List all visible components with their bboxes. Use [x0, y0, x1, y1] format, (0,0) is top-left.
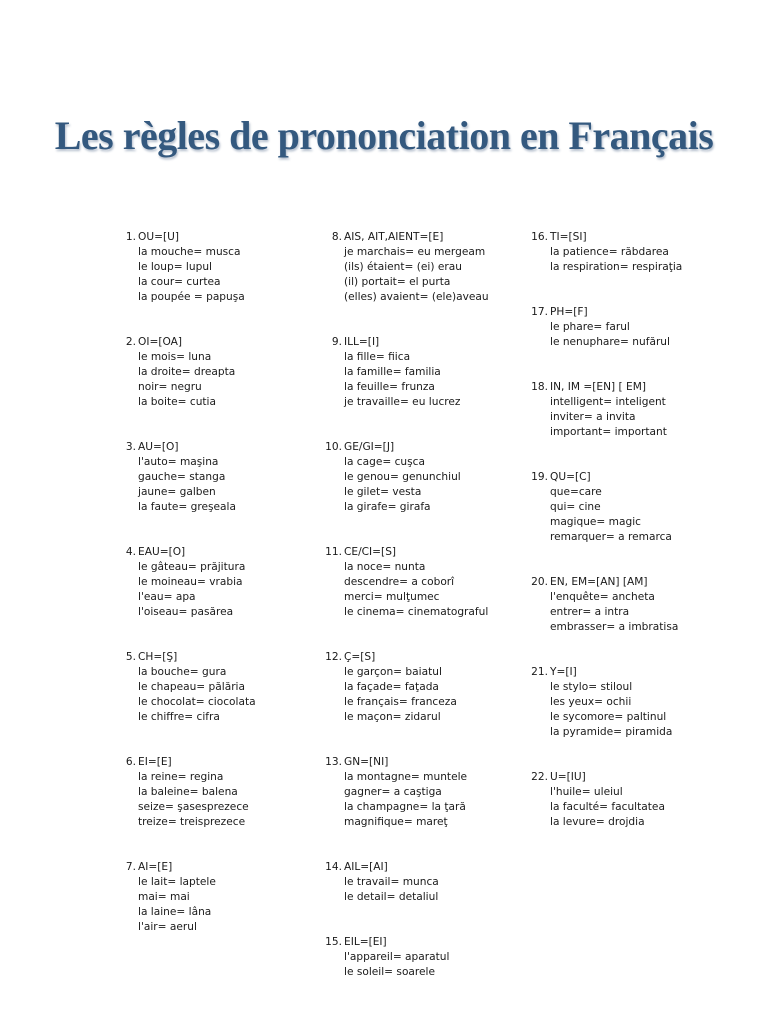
example-line: noir= negru: [138, 381, 202, 393]
rule-number: 11.: [325, 546, 342, 558]
example-line: le gâteau= prăjitura: [138, 561, 246, 573]
example-line: la montagne= muntele: [344, 771, 468, 783]
example-line: la famille= familia: [344, 366, 441, 378]
rule-item: [110, 860, 300, 935]
example-line: remarquer= a remarca: [550, 531, 672, 543]
rule-item: [316, 440, 506, 515]
example-line: la laine= lâna: [138, 906, 212, 918]
example-line: l'enquête= ancheta: [550, 591, 655, 603]
example-line: le nenuphare= nufărul: [550, 336, 670, 348]
rule-pattern: EIL=[EI]: [344, 936, 387, 948]
rule-heading: [110, 545, 300, 560]
rule-item: [522, 380, 712, 440]
rules-column-3: [522, 230, 712, 860]
rules-column-2: [316, 230, 506, 1010]
example-line: la baleine= balena: [138, 786, 238, 798]
rule-pattern: AI=[E]: [138, 861, 173, 873]
rule-heading: [522, 380, 712, 395]
example-line: le sycomore= paltinul: [550, 711, 667, 723]
example-line: le garçon= baiatul: [344, 666, 442, 678]
example-line: l'oiseau= pasărea: [138, 606, 234, 618]
rule-item: [316, 860, 506, 905]
rule-heading: [110, 230, 300, 245]
example-line: jaune= galben: [138, 486, 216, 498]
rule-item: [110, 755, 300, 830]
example-line: le chocolat= ciocolata: [138, 696, 256, 708]
example-line: le stylo= stiloul: [550, 681, 633, 693]
rule-number: 3.: [125, 441, 136, 453]
example-line: la boite= cutia: [138, 396, 216, 408]
example-line: l'auto= maşina: [138, 456, 219, 468]
rule-pattern: CE/CI=[S]: [344, 546, 397, 558]
example-line: la poupée = papuşa: [138, 291, 245, 303]
rule-item: [316, 755, 506, 830]
example-line: le cinema= cinematograful: [344, 606, 489, 618]
rule-item: [522, 575, 712, 635]
rule-item: [522, 770, 712, 830]
example-line: inviter= a invita: [550, 411, 636, 423]
rule-pattern: IN, IM =[EN] [ EM]: [550, 381, 647, 393]
rule-heading: [316, 860, 506, 875]
rule-item: [316, 650, 506, 725]
rule-number: 21.: [531, 666, 548, 678]
example-line: je marchais= eu mergeam: [344, 246, 486, 258]
example-line: magique= magic: [550, 516, 641, 528]
rules-column-1: [110, 230, 300, 965]
rule-number: 8.: [331, 231, 342, 243]
example-line: la girafe= girafa: [344, 501, 431, 513]
example-line: (il) portait= el purta: [344, 276, 451, 288]
rule-pattern: Y=[I]: [550, 666, 577, 678]
rule-pattern: GN=[NI]: [344, 756, 389, 768]
example-line: le genou= genunchiul: [344, 471, 461, 483]
example-line: l'eau= apa: [138, 591, 196, 603]
rule-number: 16.: [531, 231, 548, 243]
rule-number: 17.: [531, 306, 548, 318]
rule-heading: [316, 935, 506, 950]
rule-item: [522, 665, 712, 740]
rule-number: 14.: [325, 861, 342, 873]
example-line: treize= treisprezece: [138, 816, 246, 828]
rule-number: 20.: [531, 576, 548, 588]
rule-pattern: PH=[F]: [550, 306, 588, 318]
example-line: la cage= cuşca: [344, 456, 425, 468]
example-line: la bouche= gura: [138, 666, 227, 678]
rule-item: [110, 650, 300, 725]
example-line: mai= mai: [138, 891, 190, 903]
example-line: gauche= stanga: [138, 471, 226, 483]
example-line: (elles) avaient= (ele)aveau: [344, 291, 489, 303]
example-line: le travail= munca: [344, 876, 439, 888]
example-line: le phare= farul: [550, 321, 630, 333]
rule-pattern: ILL=[I]: [344, 336, 380, 348]
rule-heading: [110, 440, 300, 455]
rule-number: 22.: [531, 771, 548, 783]
example-line: l'air= aerul: [138, 921, 197, 933]
rule-pattern: OU=[U]: [138, 231, 179, 243]
rule-heading: [110, 335, 300, 350]
rule-item: [522, 305, 712, 350]
rule-heading: [110, 650, 300, 665]
example-line: le loup= lupul: [138, 261, 212, 273]
rule-item: [110, 335, 300, 410]
rule-pattern: EI=[E]: [138, 756, 172, 768]
example-line: la levure= drojdia: [550, 816, 645, 828]
rule-item: [110, 545, 300, 620]
rule-heading: [110, 860, 300, 875]
rule-number: 4.: [125, 546, 136, 558]
rule-number: 2.: [125, 336, 136, 348]
example-line: la respiration= respiraţia: [550, 261, 683, 273]
rule-heading: [110, 755, 300, 770]
rule-pattern: AIS, AIT,AIENT=[E]: [344, 231, 444, 243]
rule-pattern: U=[IU]: [550, 771, 586, 783]
rule-heading: [316, 650, 506, 665]
example-line: que=care: [550, 486, 602, 498]
rule-heading: [316, 545, 506, 560]
example-line: entrer= a intra: [550, 606, 630, 618]
rule-number: 13.: [325, 756, 342, 768]
rule-heading: [522, 575, 712, 590]
example-line: le lait= laptele: [138, 876, 216, 888]
example-line: la droite= dreapta: [138, 366, 236, 378]
rule-number: 10.: [325, 441, 342, 453]
rule-number: 9.: [331, 336, 342, 348]
rule-number: 15.: [325, 936, 342, 948]
example-line: la champagne= la ţară: [344, 801, 466, 813]
example-line: magnifique= mareţ: [344, 816, 448, 828]
page-title: Les règles de prononciation en Français: [54, 113, 714, 158]
rule-number: 5.: [125, 651, 136, 663]
rule-heading: [316, 440, 506, 455]
rule-heading: [522, 770, 712, 785]
rule-item: [522, 470, 712, 545]
example-line: le moineau= vrabia: [138, 576, 243, 588]
rule-item: [110, 440, 300, 515]
example-line: le chiffre= cifra: [138, 711, 220, 723]
rule-heading: [522, 470, 712, 485]
example-line: le mois= luna: [138, 351, 212, 363]
rule-number: 19.: [531, 471, 548, 483]
example-line: qui= cine: [550, 501, 601, 513]
example-line: (ils) étaient= (ei) erau: [344, 261, 462, 273]
example-line: la patience= răbdarea: [550, 246, 669, 258]
rule-pattern: AIL=[AI]: [344, 861, 388, 873]
rule-pattern: AU=[O]: [138, 441, 179, 453]
rule-number: 7.: [125, 861, 136, 873]
rule-pattern: EN, EM=[AN] [AM]: [550, 576, 648, 588]
rule-item: [316, 335, 506, 410]
rule-number: 12.: [325, 651, 342, 663]
rule-item: [110, 230, 300, 305]
rule-pattern: Ç=[S]: [344, 651, 376, 663]
example-line: l'appareil= aparatul: [344, 951, 450, 963]
rule-heading: [522, 230, 712, 245]
rule-pattern: OI=[OA]: [138, 336, 183, 348]
rule-heading: [522, 665, 712, 680]
example-line: le français= franceza: [344, 696, 457, 708]
rule-item: [522, 230, 712, 275]
example-line: la façade= faţada: [344, 681, 439, 693]
example-line: important= important: [550, 426, 667, 438]
example-line: la feuille= frunza: [344, 381, 435, 393]
rule-number: 18.: [531, 381, 548, 393]
example-line: le gilet= vesta: [344, 486, 422, 498]
rule-item: [316, 545, 506, 620]
example-line: la noce= nunta: [344, 561, 426, 573]
example-line: merci= mulţumec: [344, 591, 440, 603]
example-line: la fille= fiica: [344, 351, 411, 363]
example-line: la faute= greşeala: [138, 501, 236, 513]
rule-pattern: TI=[SI]: [550, 231, 587, 243]
rule-heading: [316, 755, 506, 770]
rule-pattern: CH=[Ş]: [138, 651, 178, 663]
rule-pattern: EAU=[O]: [138, 546, 186, 558]
example-line: descendre= a coborî: [344, 576, 455, 588]
example-line: la pyramide= piramida: [550, 726, 673, 738]
example-line: la cour= curtea: [138, 276, 221, 288]
example-line: je travaille= eu lucrez: [344, 396, 461, 408]
rule-heading: [316, 335, 506, 350]
rule-pattern: QU=[C]: [550, 471, 591, 483]
example-line: les yeux= ochii: [550, 696, 632, 708]
example-line: gagner= a caştiga: [344, 786, 442, 798]
rule-item: [316, 935, 506, 980]
example-line: le detail= detaliul: [344, 891, 439, 903]
example-line: seize= şasesprezece: [138, 801, 249, 813]
example-line: intelligent= inteligent: [550, 396, 666, 408]
rule-item: [316, 230, 506, 305]
example-line: la mouche= musca: [138, 246, 241, 258]
rule-number: 1.: [125, 231, 136, 243]
example-line: l'huile= uleiul: [550, 786, 623, 798]
rule-number: 6.: [125, 756, 136, 768]
rule-heading: [522, 305, 712, 320]
rule-pattern: GE/GI=[J]: [344, 441, 395, 453]
example-line: la faculté= facultatea: [550, 801, 665, 813]
example-line: embrasser= a imbratisa: [550, 621, 679, 633]
example-line: le chapeau= pălăria: [138, 681, 245, 693]
rule-heading: [316, 230, 506, 245]
example-line: le soleil= soarele: [344, 966, 436, 978]
example-line: la reine= regina: [138, 771, 224, 783]
example-line: le maçon= zidarul: [344, 711, 441, 723]
